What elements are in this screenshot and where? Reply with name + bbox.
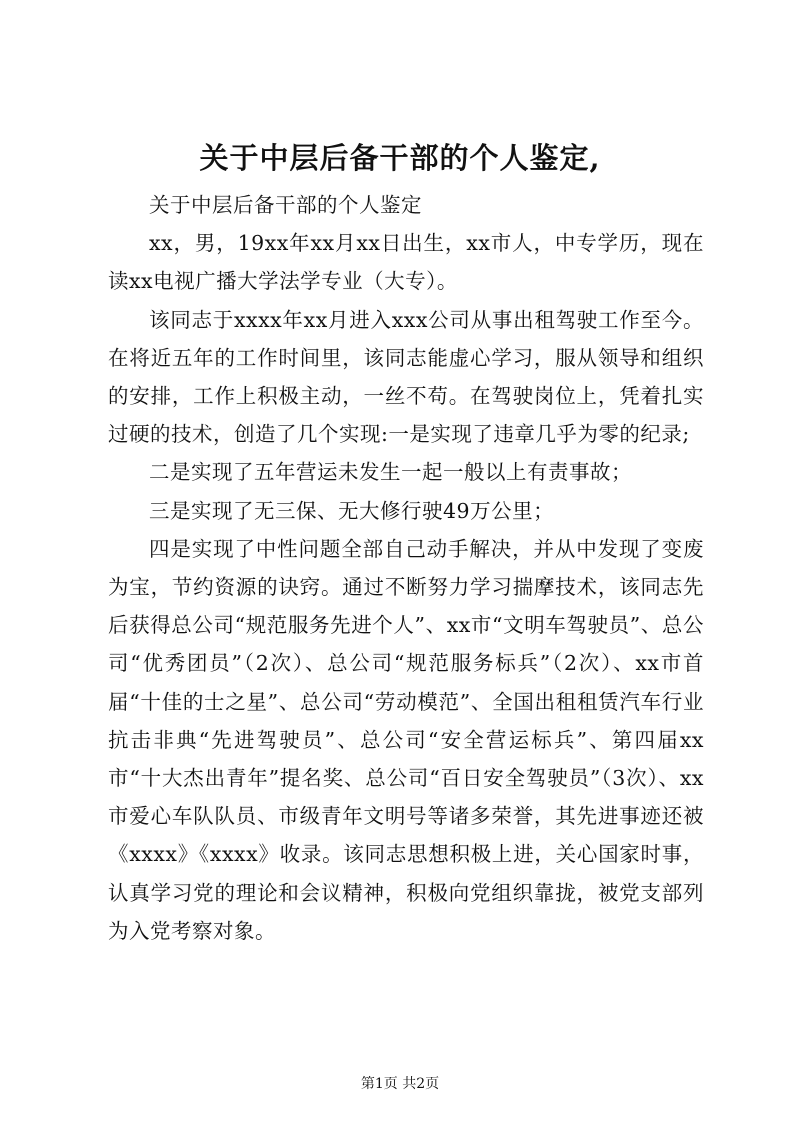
document-title: 关于中层后备干部的个人鉴定, (199, 141, 601, 175)
paragraph-personal-info: xx，男，19xx年xx月xx日出生，xx市人，中专学历，现在读xx电视广播大学法学专业（大专）。 (108, 231, 704, 294)
paragraph-achievement-three: 三是实现了无三保、无大修行驶49万公里； (149, 498, 555, 523)
paragraph-achievement-four: 四是实现了中性问题全部自己动手解决，并从中发现了变废为宝，节约资源的诀窍。通过不断努力学习揣摩技术，该同志先后获得总公司“规范服务先进个人”、xx市“文明车驾驶员”、总公司“优秀团员”（2次）、总公司“规范服务标兵”（2次）、xx市首届“十佳的士之星”、总公司“劳动模范”、全国出租租赁汽车行业抗击非典“先进驾驶员”、总公司“安全营运标兵”、第四届xx市“十大杰出青年”提名奖、总公司“百日安全驾驶员”（3次）、xx市爱心车队队员、市级青年文明号等诸多荣誉，其先进事迹还被《xxxx》《xxxx》收录。该同志思想积极上进，关心国家时事，认真学习党的理论和会议精神，积极向党组织靠拢，被党支部列为入党考察对象。 (108, 536, 704, 943)
page-number-footer: 第1页 共2页 (360, 1076, 440, 1092)
document-body (108, 186, 704, 950)
paragraph-subtitle: 关于中层后备干部的个人鉴定 (149, 193, 422, 217)
paragraph-work-history: 该同志于xxxx年xx月进入xxx公司从事出租驾驶工作至今。在将近五年的工作时间里，该同志能虚心学习，服从领导和组织的安排，工作上积极主动，一丝不苟。在驾驶岗位上，凭着扎实过硬的技术，创造了几个实现:一是实现了违章几乎为零的纪录; (108, 307, 704, 447)
paragraph-achievement-two: 二是实现了五年营运未发生一起一般以上有责事故； (149, 460, 632, 485)
